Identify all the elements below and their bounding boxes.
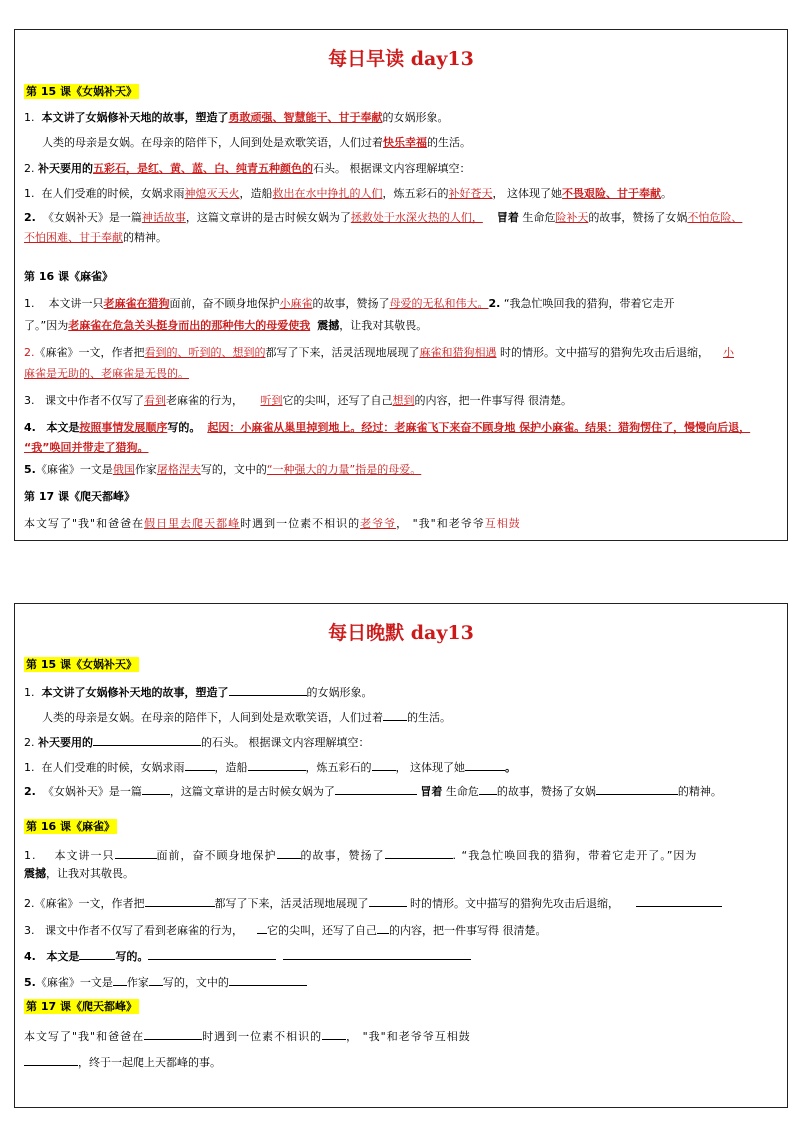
- q1-line: 1. 本文讲了女娲修补天地的故事，塑造了勇敢顽强、智慧能干、甘于奉献的女娲形象。: [24, 111, 449, 124]
- fill2-line-cont: 不怕困难、甘于奉献的精神。: [24, 231, 167, 244]
- evening-title: 每日晚默 day13: [328, 622, 474, 644]
- answer-blank[interactable]: [229, 684, 307, 696]
- answer-blank[interactable]: [79, 948, 115, 960]
- answer-blank[interactable]: [93, 734, 201, 746]
- answer-blank[interactable]: [277, 847, 301, 859]
- lesson16-heading: 第 16 课《麻雀》: [24, 270, 113, 283]
- lesson17-heading: 第 17 课《爬天都峰》: [26, 1000, 137, 1013]
- answer-blank[interactable]: [149, 974, 163, 986]
- m2-line-cont: 麻雀是无助的、老麻雀是无畏的。: [24, 367, 189, 380]
- m1-line: 1. 本文讲一只 面前，奋不顾身地保护 的故事，赞扬了 . “我急忙唤回我的猎狗，带着它走开了。”因为: [24, 849, 698, 862]
- m5-line: 5.《麻雀》一文是 作家 写的，文中的: [24, 974, 307, 989]
- m4-line-cont: “我”唤回并带走了猎狗。: [24, 441, 149, 454]
- answer-blank[interactable]: [372, 759, 396, 771]
- m1-line-cont: 了。”因为老麻雀在危急关头挺身而出的那种伟大的母爱使我 震撼，让我对其敬畏。: [24, 319, 428, 332]
- q2-line: 2. 补天要用的五彩石，是红、黄、蓝、白、纯青五种颜色的石头。 根据课文内容理解填空：: [24, 162, 471, 175]
- answer-blank[interactable]: [377, 922, 389, 934]
- t2-line: ，终于一起爬上天都峰的事。: [24, 1054, 221, 1069]
- lesson16-heading: 第 16 课《麻雀》: [26, 820, 115, 833]
- answer-blank[interactable]: [322, 1028, 346, 1040]
- m5-line: 5.《麻雀》一文是俄国作家屠格涅夫写的，文中的“一种强大的力量”指是的母爱。: [24, 463, 422, 476]
- morning-title: 每日早读 day13: [328, 48, 474, 70]
- fill2-line: 2. 《女娲补天》是一篇 ，这篇文章讲的是古时候女娲为了 冒着 生命危 的故事，赞扬了女娲 的精神。: [24, 785, 722, 798]
- answer-blank[interactable]: [115, 847, 157, 859]
- m4-line: 4. 本文是按照事情发展顺序写的。 起因：小麻雀从巢里掉到地上。经过：老麻雀飞下来奋不顾身地 保护小麻雀。结果：猎狗愣住了，慢慢向后退，: [24, 421, 751, 434]
- answer-blank[interactable]: [636, 895, 722, 907]
- answer-blank[interactable]: [144, 1028, 202, 1040]
- m3-line: 3. 课文中作者不仅写了看到老麻雀的行为， 听到它的尖叫，还写了自己想到的内容，把一件事写得 很清楚。: [24, 394, 572, 407]
- fill2-line: 2. 《女娲补天》是一篇神话故事，这篇文章讲的是古时候女娲为了拯救处于水深火热的人们， 冒着 生命危险补天的故事，赞扬了女娲不怕危险、: [24, 211, 743, 224]
- q2-line: 2. 补天要用的 的石头。 根据课文内容理解填空：: [24, 736, 370, 749]
- answer-blank[interactable]: [335, 783, 417, 795]
- answer-blank[interactable]: [479, 783, 497, 795]
- answer-blank[interactable]: [113, 974, 127, 986]
- answer-blank[interactable]: [248, 759, 306, 771]
- answer-blank[interactable]: [283, 948, 471, 960]
- q1-para: 人类的母亲是女娲。在母亲的陪伴下，人间到处是欢歌笑语，人们过着快乐幸福的生活。: [42, 136, 471, 149]
- answer-blank[interactable]: [383, 709, 407, 721]
- answer-blank[interactable]: [257, 922, 267, 934]
- answer-blank[interactable]: [369, 895, 407, 907]
- answer-blank[interactable]: [24, 1054, 78, 1066]
- q1-para: 人类的母亲是女娲。在母亲的陪伴下，人间到处是欢歌笑语，人们过着 的生活。: [42, 711, 451, 724]
- answer-blank[interactable]: [596, 783, 678, 795]
- answer-blank[interactable]: [142, 783, 170, 795]
- m1-line-cont: 震撼，让我对其敬畏。: [24, 867, 134, 880]
- fill1-line: 1. 在人们受难的时候，女娲求雨神熄灭天火，造船救出在水中挣扎的人们，炼五彩石的补好苍天， 这体现了她不畏艰险、甘于奉献。: [24, 187, 672, 200]
- m4-line: 4. 本文是 写的。: [24, 948, 471, 963]
- m2-line: 2.《麻雀》一文，作者把 都写了下来，活灵活现地展现了 时的情形。文中描写的猎狗先攻击后退缩，: [24, 895, 722, 910]
- lesson15-heading: 第 15 课《女娲补天》: [26, 658, 137, 671]
- m2-line: 2.《麻雀》一文，作者把看到的、听到的、想到的都写了下来，活灵活现地展现了麻雀和猎狗相遇 时的情形。文中描写的猎狗先攻击后退缩， 小: [24, 346, 734, 359]
- answer-blank[interactable]: [229, 974, 307, 986]
- evening-card: [14, 603, 788, 1108]
- answer-blank[interactable]: [145, 895, 215, 907]
- lesson17-heading: 第 17 课《爬天都峰》: [24, 490, 135, 503]
- q1-line: 1. 本文讲了女娲修补天地的故事，塑造了 的女娲形象。: [24, 686, 373, 699]
- answer-blank[interactable]: [465, 759, 505, 771]
- t1-line: 本文写了"我"和爸爸在假日里去爬天都峰时遇到一位素不相识的老爷爷， "我"和老爷爷互相鼓: [24, 517, 521, 530]
- lesson15-heading: 第 15 课《女娲补天》: [26, 85, 137, 98]
- t1-line: 本文写了"我"和爸爸在 时遇到一位素不相识的 ， "我"和老爷爷互相鼓: [24, 1030, 471, 1043]
- m1-line: 1. 本文讲一只老麻雀在猎狗面前，奋不顾身地保护小麻雀的故事，赞扬了母爱的无私和伟大。2. “我急忙唤回我的猎狗，带着它走开: [24, 297, 675, 310]
- answer-blank[interactable]: [148, 948, 276, 960]
- morning-card: [14, 29, 788, 541]
- m3-line: 3. 课文中作者不仅写了看到老麻雀的行为， 它的尖叫，还写了自己 的内容，把一件事写得 很清楚。: [24, 924, 547, 937]
- fill1-line: 1. 在人们受难的时候，女娲求雨 ，造船 ，炼五彩石的 ， 这体现了她 。: [24, 761, 516, 774]
- answer-blank[interactable]: [385, 847, 453, 859]
- answer-blank[interactable]: [185, 759, 215, 771]
